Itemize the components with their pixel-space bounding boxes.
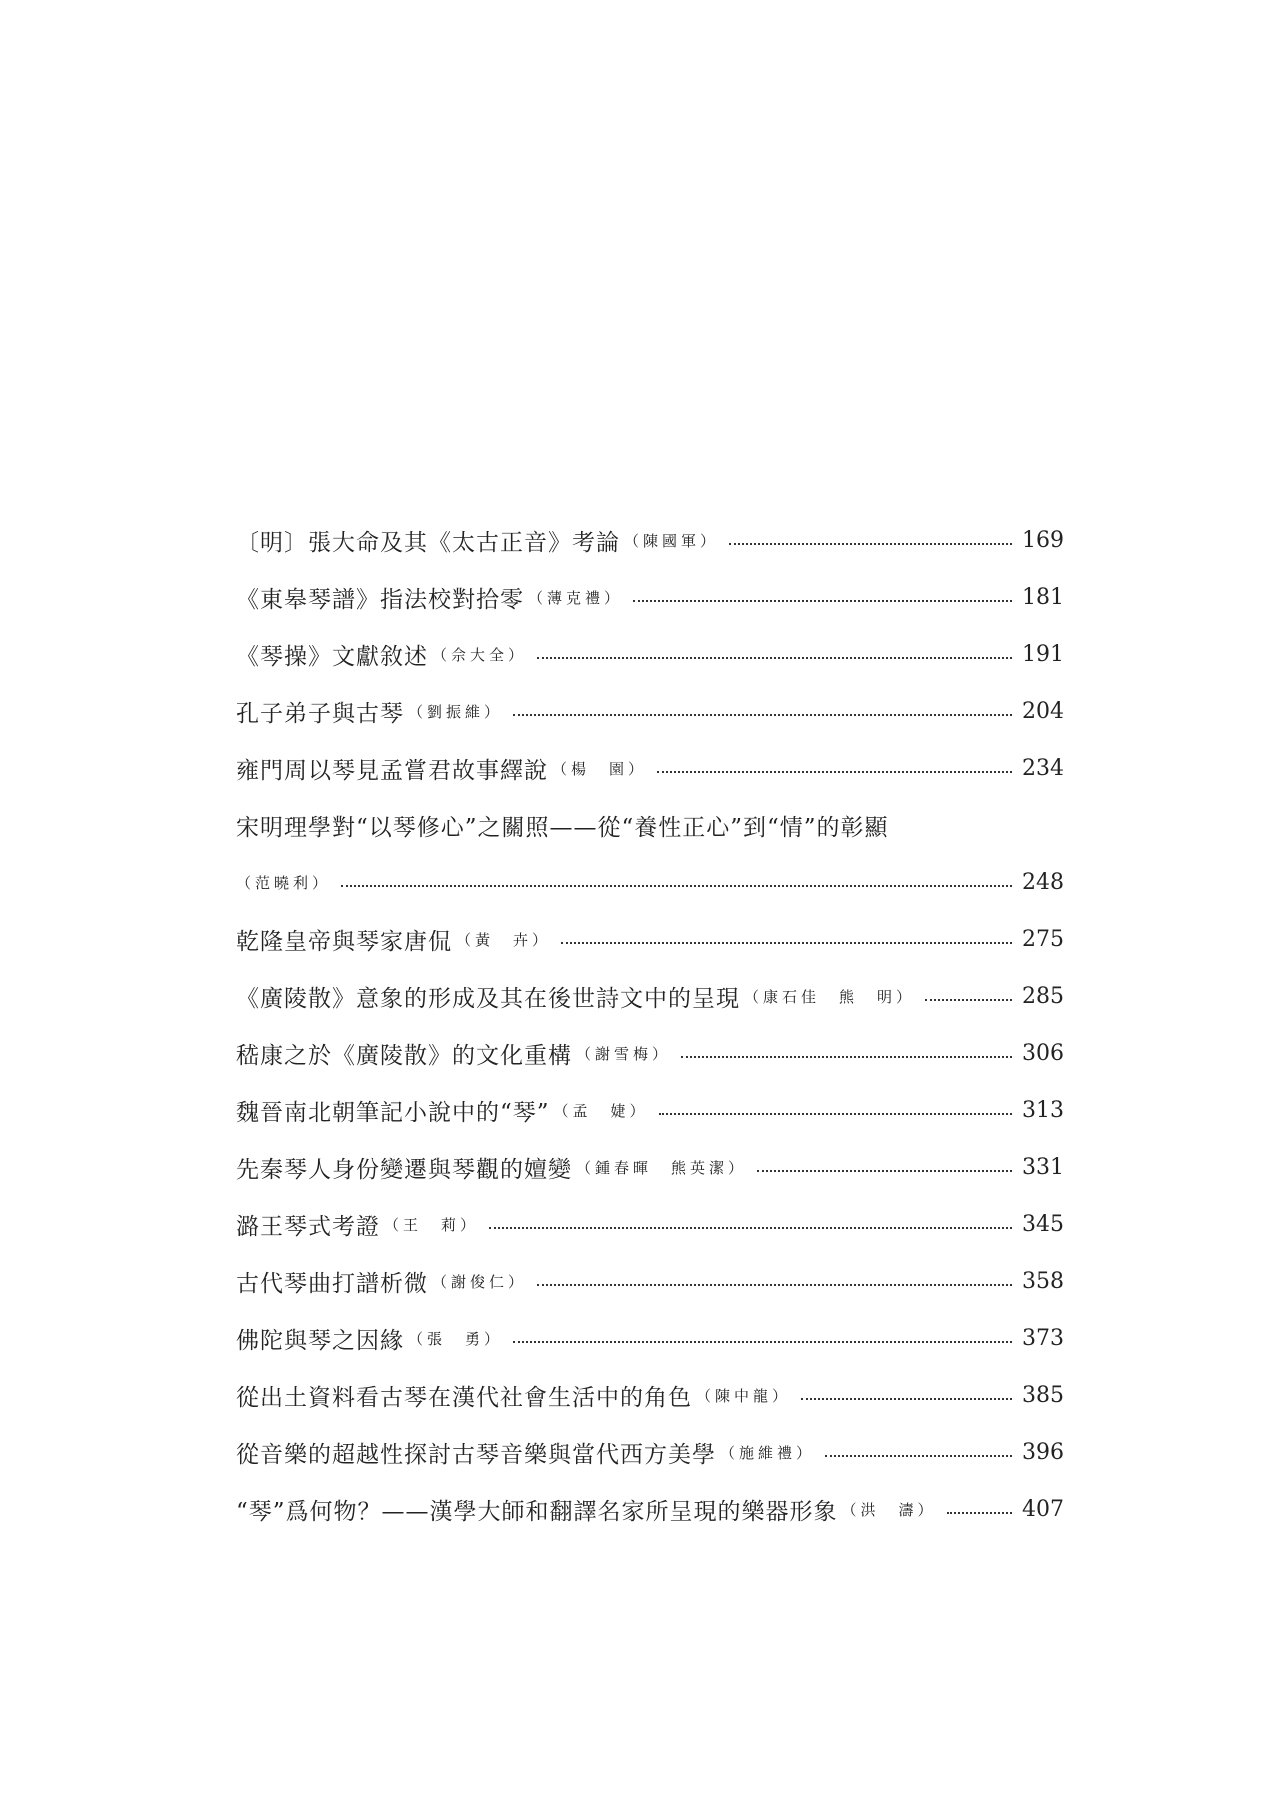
entry-author: （鍾春暉 熊英潔） [576,1159,748,1177]
entry-author: （黃 卉） [456,931,552,949]
entry-title: 《東皋琴譜》指法校對拾零 [236,587,524,613]
dot-leader [561,942,1012,944]
entry-author: （康石佳 熊 明） [744,988,916,1006]
dot-leader [537,657,1012,659]
dot-leader [657,771,1012,773]
toc-entry [236,911,1062,968]
toc-entry [236,626,1062,683]
entry-page-number: 306 [1022,1041,1064,1066]
dot-leader [757,1170,1012,1172]
dot-leader [513,714,1012,716]
dot-leader [681,1056,1012,1058]
toc-entry [236,569,1062,626]
entry-title: 從音樂的超越性探討古琴音樂與當代西方美學 [236,1442,716,1468]
entry-title: 古代琴曲打譜析微 [236,1271,428,1297]
dot-leader [633,600,1012,602]
dot-leader [537,1284,1012,1286]
entry-title: 宋明理學對“以琴修心”之關照——從“養性正心”到“情”的彰顯 [236,815,889,841]
toc-entry [236,1424,1062,1481]
dot-leader [925,999,1012,1001]
toc-entry [236,1196,1062,1253]
toc-entry [236,968,1062,1025]
entry-author: （劉振維） [408,703,504,721]
entry-title: 先秦琴人身份變遷與琴觀的嬗變 [236,1157,572,1183]
entry-page-number: 285 [1022,984,1064,1009]
dot-leader [825,1455,1012,1457]
entry-page-number: 204 [1022,699,1064,724]
entry-author: （范曉利） [236,874,332,892]
entry-page-number: 358 [1022,1269,1064,1294]
toc-entry [236,1082,1062,1139]
entry-author: （楊 園） [552,760,648,778]
entry-page-number: 191 [1022,642,1064,667]
entry-author: （孟 婕） [553,1102,649,1120]
entry-title: “琴”爲何物？——漢學大師和翻譯名家所呈現的樂器形象 [236,1499,838,1525]
entry-title: 〔明〕張大命及其《太古正音》考論 [236,530,620,556]
table-of-contents [236,512,1062,1538]
toc-entry [236,1025,1062,1082]
toc-entry [236,683,1062,740]
toc-entry [236,1481,1062,1538]
entry-page-number: 396 [1022,1440,1064,1465]
toc-entry [236,740,1062,797]
toc-entry [236,512,1062,569]
toc-entry [236,1367,1062,1424]
dot-leader [341,885,1012,887]
entry-author: （佘大全） [432,646,528,664]
entry-title: 雍門周以琴見孟嘗君故事繹說 [236,758,548,784]
entry-title: 魏晉南北朝筆記小說中的“琴” [236,1100,550,1126]
entry-page-number: 373 [1022,1326,1064,1351]
entry-author: （謝俊仁） [432,1273,528,1291]
entry-author: （王 莉） [384,1216,480,1234]
entry-author: （張 勇） [408,1330,504,1348]
entry-page-number: 234 [1022,756,1064,781]
entry-title: 乾隆皇帝與琴家唐侃 [236,929,452,955]
dot-leader [801,1398,1012,1400]
entry-author: （施維禮） [720,1444,816,1462]
entry-page-number: 181 [1022,585,1064,610]
toc-entry [236,1253,1062,1310]
entry-title-line [236,797,1062,854]
entry-page-number: 248 [1022,870,1064,895]
dot-leader [489,1227,1012,1229]
entry-continuation-line [236,854,1062,911]
entry-author: （陳國軍） [624,532,720,550]
entry-title: 孔子弟子與古琴 [236,701,404,727]
entry-title: 潞王琴式考證 [236,1214,380,1240]
dot-leader [513,1341,1012,1343]
entry-author: （謝雪梅） [576,1045,672,1063]
entry-page-number: 407 [1022,1497,1064,1522]
dot-leader [947,1512,1012,1514]
entry-page-number: 169 [1022,528,1064,553]
toc-entry [236,1139,1062,1196]
toc-entry [236,797,1062,911]
entry-title: 佛陀與琴之因緣 [236,1328,404,1354]
entry-title: 《廣陵散》意象的形成及其在後世詩文中的呈現 [236,986,740,1012]
entry-title: 從出土資料看古琴在漢代社會生活中的角色 [236,1385,692,1411]
entry-author: （薄克禮） [528,589,624,607]
entry-author: （陳中龍） [696,1387,792,1405]
entry-page-number: 345 [1022,1212,1064,1237]
entry-title: 《琴操》文獻敘述 [236,644,428,670]
dot-leader [659,1113,1012,1115]
entry-title: 嵇康之於《廣陵散》的文化重構 [236,1043,572,1069]
dot-leader [729,543,1012,545]
toc-entry [236,1310,1062,1367]
entry-page-number: 275 [1022,927,1064,952]
entry-author: （洪 濤） [841,1501,937,1519]
entry-page-number: 313 [1022,1098,1064,1123]
entry-page-number: 385 [1022,1383,1064,1408]
entry-page-number: 331 [1022,1155,1064,1180]
